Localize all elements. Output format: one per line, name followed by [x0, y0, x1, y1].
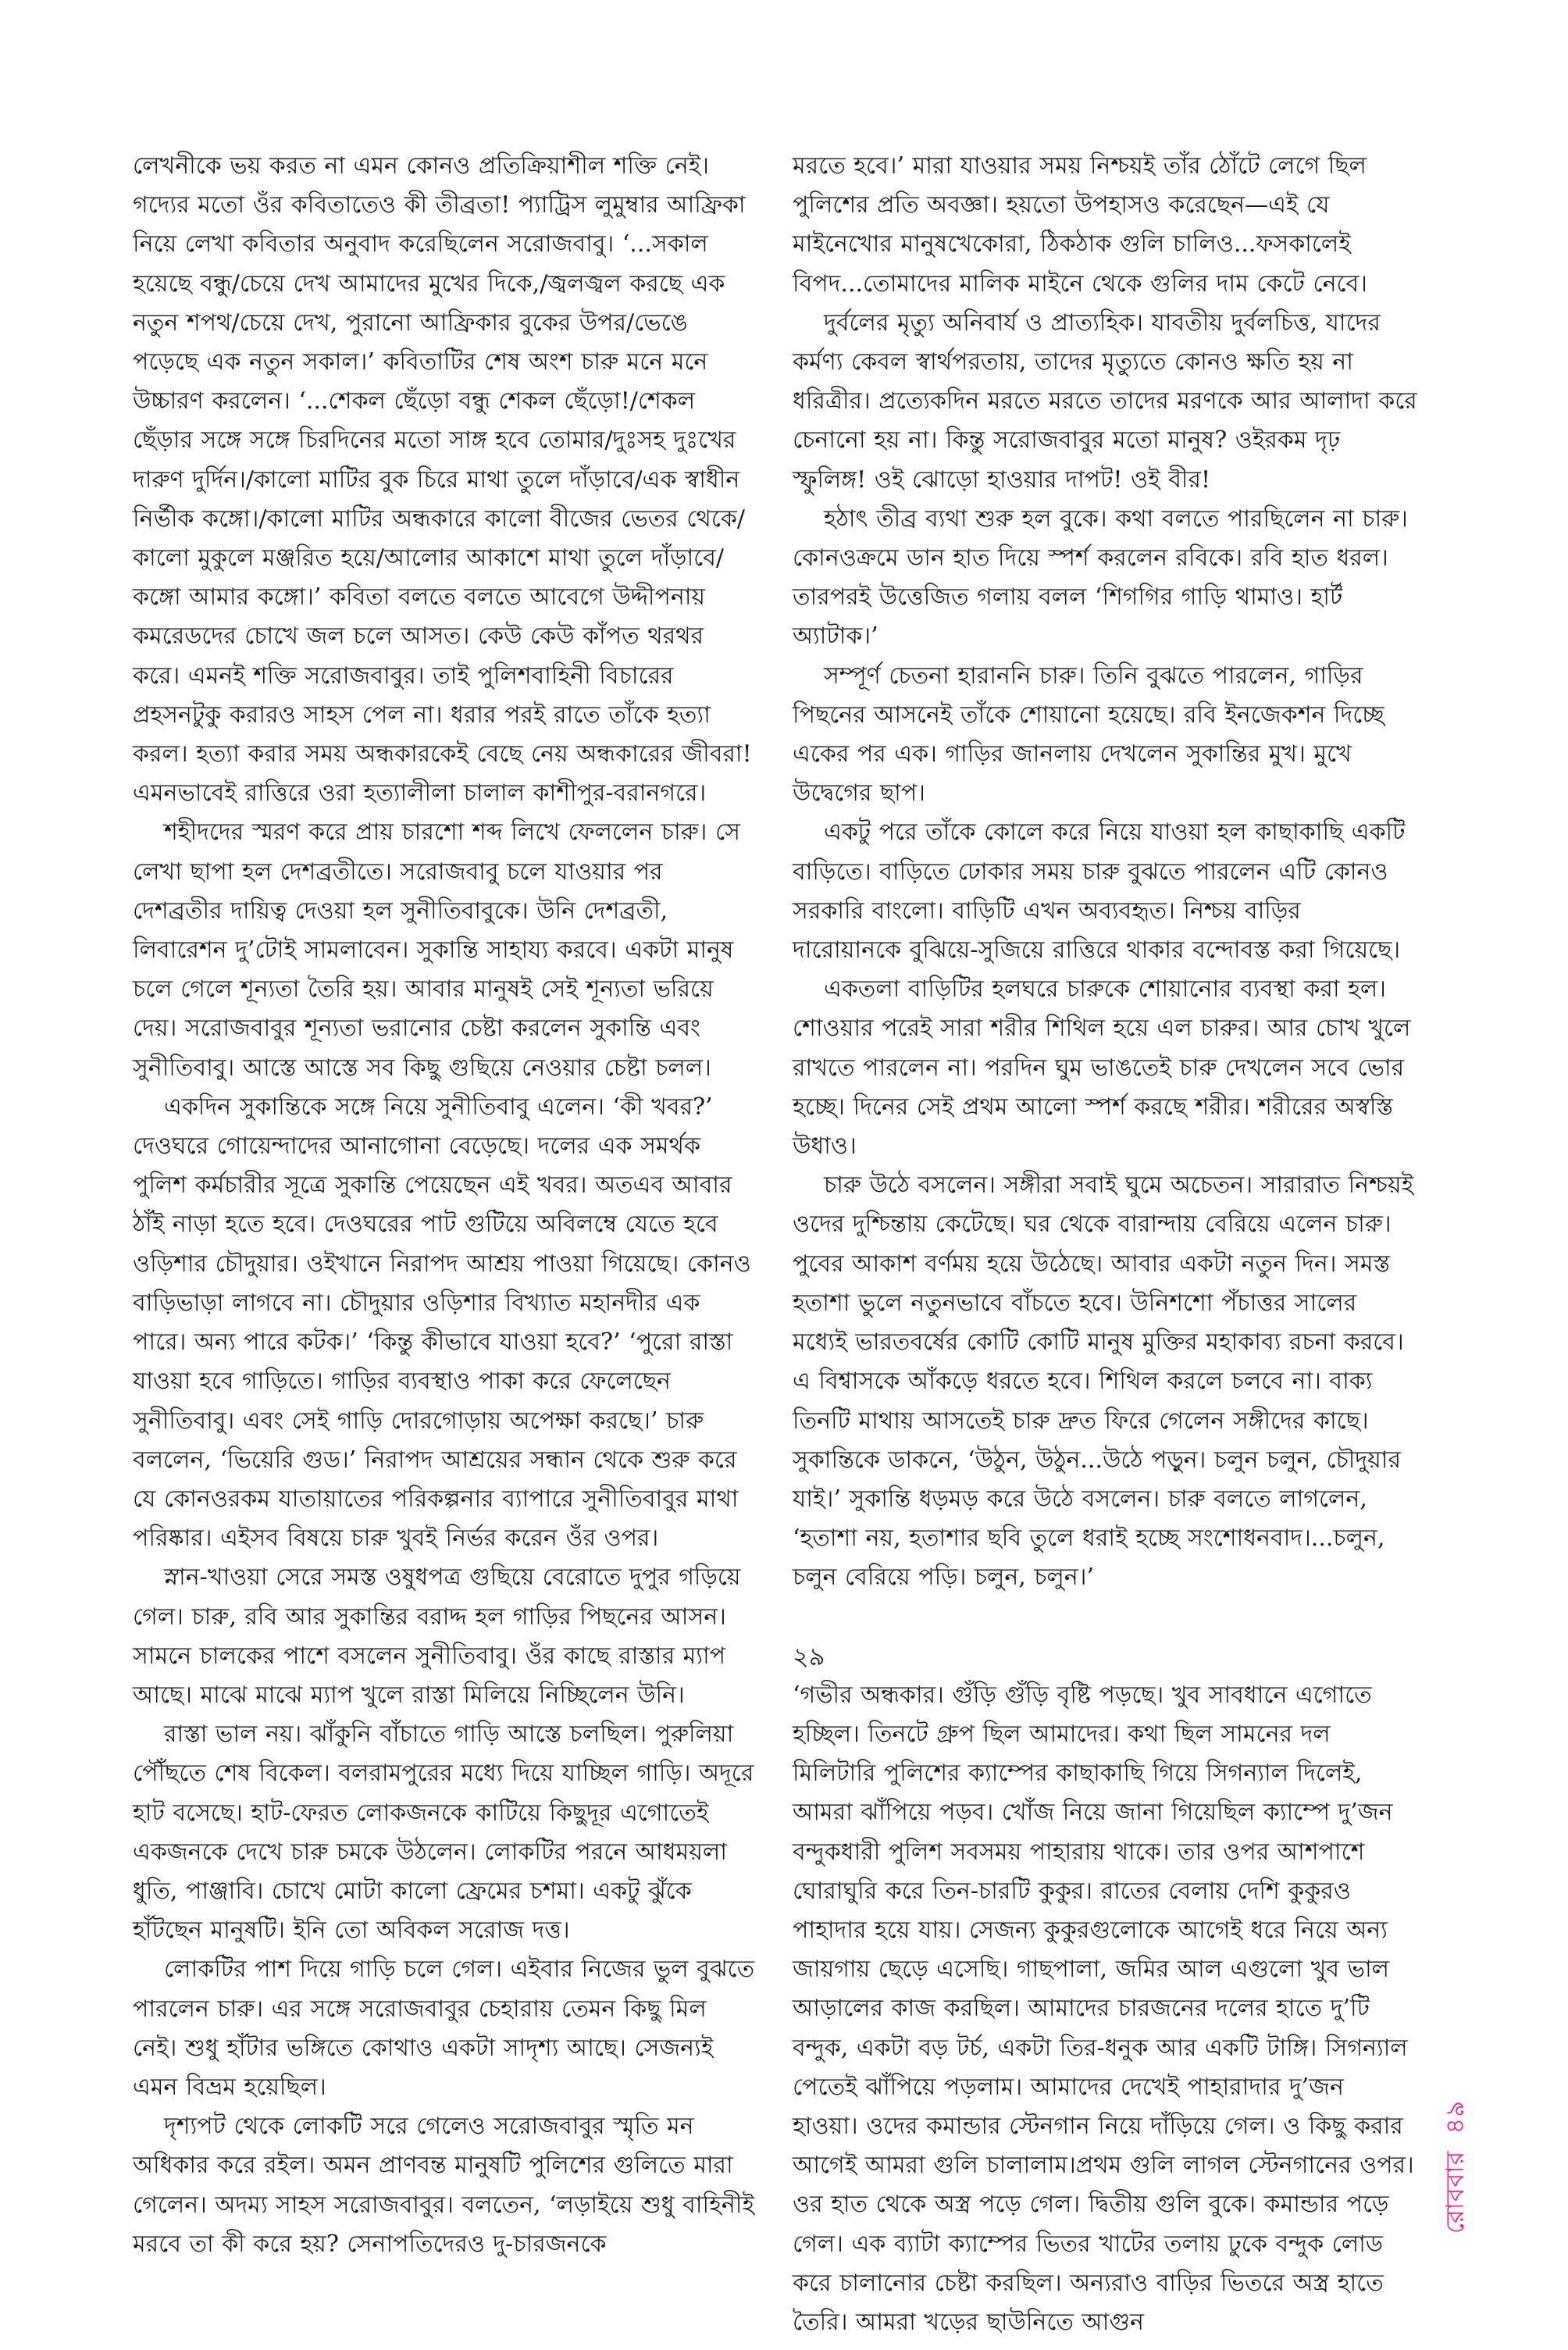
paragraph: দৃশ্যপট থেকে লোকটি সরে গেলেও সরোজবাবুর স্মৃতি মন অধিকার করে রইল। অমন প্রাণবন্ত মানুষটি পুলিশের গুলিতে মারা গেলেন। অদম্য সাহস সরোজবাবুর। বলতেন, ‘লড়াইয়ে শুধু বাহিনীই মরবে তা কী করে হয়? সেনাপতিদেরও দু-চারজনকে [133, 2113, 754, 2258]
paragraph: সম্পূর্ণ চেতনা হারাননি চারু। তিনি বুঝতে পারলেন, গাড়ির পিছনের আসনেই তাঁকে শোয়ানো হয়েছে। রবি ইনজেকশন দিচ্ছে একের পর এক। গাড়ির জানলায় দেখলেন সুকান্তির মুখ। মুখে উদ্বেগের ছাপ। [793, 661, 1384, 808]
left-column [133, 147, 757, 2264]
chapter-opening-paragraph: ‘গভীর অন্ধকার। গুঁড়ি গুঁড়ি বৃষ্টি পড়ছে। খুব সাবধানে এগোতে হচ্ছিল। তিনটে গ্রুপ ছিল আমাদের। কথা ছিল সামনের দল মিলিটারি পুলিশের ক্যাম্পের কাছাকাছি গিয়ে সিগন্যাল দিলেই, আমরা ঝাঁপিয়ে পড়ব। খোঁজ নিয়ে জানা গিয়েছিল ক্যাম্পে দু’জন বন্দুকধারী পুলিশ সবসময় পাহারায় থাকে। তার ওপর আশপাশে ঘোরাঘুরি করে তিন-চারটি কুকুর। রাতের বেলায় দেশি কুকুরও পাহাদার হয়ে যায়। সেজন্য কুকুরগুলোকে আগেই ধরে নিয়ে অন্য জায়গায় ছেড়ে এসেছি। গাছপালা, জমির আল এগুলো খুব ভাল আড়ালের কাজ করছিল। আমাদের চারজনের দলের হাতে দু’টি বন্দুক, একটা বড় টর্চ, একটা তির-ধনুক আর একটি টাঙ্গি। সিগন্যাল পেতেই ঝাঁপিয়ে পড়লাম। আমাদের দেখেই পাহারাদার দু’জন হাওয়া। ওদের কমান্ডার স্টেনগান নিয়ে দাঁড়িয়ে গেল। ও কিছু করার আগেই আমরা গুলি চালালাম।প্রথম গুলি লাগল স্টেনগানের ওপর। ওর হাত থেকে অস্ত্র পড়ে গেল। দ্বিতীয় গুলি বুকে। কমান্ডার পড়ে গেল। এক ব্যাটা ক্যাম্পের ভিতর খাটের তলায় ঢুকে বন্দুক লোড করে চালানোর চেষ্টা করছিল। অন্যরাও বাড়ির ভিতরে অস্ত্র হাতে তৈরি। আমরা খড়ের ছাউনিতে আগুন [793, 1681, 1414, 2336]
paragraph: লোকটির পাশ দিয়ে গাড়ি চলে গেল। এইবার নিজের ভুল বুঝতে পারলেন চারু। এর সঙ্গে সরোজবাবুর চেহারায় তেমন কিছু মিল নেই। শুধু হাঁটার ভঙ্গিতে কোথাও একটা সাদৃশ্য আছে। সেজন্যই এমন বিভ্রম হয়েছিল। [133, 1956, 755, 2101]
paragraph: একটু পরে তাঁকে কোলে করে নিয়ে যাওয়া হল কাছাকাছি একটি বাড়িতে। বাড়িতে ঢোকার সময় চারু বুঝতে পারলেন এটি কোনও সরকারি বাংলো। বাড়িটি এখন অব্যবহৃত। নিশ্চয় বাড়ির দারোয়ানকে বুঝিয়ে-সুজিয়ে রাত্তিরে থাকার বন্দোবস্ত করা গিয়েছে। [793, 818, 1406, 965]
paragraph: একতলা বাড়িটির হলঘরে চারুকে শোয়ানোর ব্যবস্থা করা হল। শোওয়ার পরেই সারা শরীর শিথিল হয়ে এল চারুর। আর চোখ খুলে রাখতে পারলেন না। পরদিন ঘুম ভাঙতেই চারু দেখলেন সবে ভোর হচ্ছে। দিনের সেই প্রথম আলো স্পর্শ করছে শরীর। শরীরের অস্বস্তি উধাও। [793, 975, 1411, 1161]
chapter-number: ২৯ [793, 1641, 825, 1671]
right-column [793, 147, 1417, 2342]
paragraph: দুর্বলের মৃত্যু অনিবার্য ও প্রাত্যহিক। যাবতীয় দুর্বলচিত্ত, যাদের কর্মণ্য কেবল স্বার্থপরতায়, তাদের মৃত্যুতে কোনও ক্ষতি হয় না ধরিত্রীর। প্রত্যেকদিন মরতে মরতে তাদের মরণকে আর আলাদা করে চেনানো হয় না। কিন্তু সরোজবাবুর মতো মানুষ? ওইরকম দৃঢ় স্ফুলিঙ্গ! ওই ঝোড়ো হাওয়ার দাপট! ওই বীর! [793, 308, 1417, 494]
paragraph: মরতে হবে।’ মারা যাওয়ার সময় নিশ্চয়ই তাঁর ঠোঁটে লেগে ছিল পুলিশের প্রতি অবজ্ঞা। হয়তো উপহাসও করেছেন—এই যে মাইনেখোর মানুষখেকোরা, ঠিকঠাক গুলি চালিও...ফসকালেই বিপদ...তোমাদের মালিক মাইনে থেকে গুলির দাম কেটে নেবে। [793, 152, 1367, 298]
paragraph: হঠাৎ তীব্র ব্যথা শুরু হল বুকে। কথা বলতে পারছিলেন না চারু। কোনওক্রমে ডান হাত দিয়ে স্পর্শ করলেন রবিকে। রবি হাত ধরল। তারপরই উত্তেজিত গলায় বলল ‘শিগগির গাড়ি থামাও। হার্ট অ্যাটাক।’ [793, 505, 1408, 651]
page-folio [1435, 2100, 1477, 2234]
paragraph: চারু উঠে বসলেন। সঙ্গীরা সবাই ঘুমে অচেতন। সারারাত নিশ্চয়ই ওদের দুশ্চিন্তায় কেটেছে। ঘর থেকে বারান্দায় বেরিয়ে এলেন চারু। পুবের আকাশ বর্ণময় হয়ে উঠেছে। আবার একটা নতুন দিন। সমস্ত হতাশা ভুলে নতুনভাবে বাঁচতে হবে। উনিশশো পঁচাত্তর সালের মধ্যেই ভারতবর্ষের কোটি কোটি মানুষ মুক্তির মহাকাব্য রচনা করবে। এ বিশ্বাসকে আঁকড়ে ধরতে হবে। শিথিল করলে চলবে না। বাক্য তিনটি মাথায় আসতেই চারু দ্রুত ফিরে গেলেন সঙ্গীদের কাছে। সুকান্তিকে ডাকনে, ‘উঠুন, উঠুন...উঠে পড়ুন। চলুন চলুন, চৌদুয়ার যাই।’ সুকান্তি ধড়মড় করে উঠে বসলেন। চারু বলতে লাগলেন, ‘হতাশা নয়, হতাশার ছবি তুলে ধরাই হচ্ছে সংশোধনবাদ।...চলুন, চলুন বেরিয়ে পড়ি। চলুন, চলুন।’ [793, 1171, 1414, 1592]
magazine-name: রোববার [1440, 2150, 1470, 2234]
paragraph: স্নান-খাওয়া সেরে সমস্ত ওষুধপত্র গুছিয়ে বেরোতে দুপুর গড়িয়ে গেল। চারু, রবি আর সুকান্তির বরাদ্দ হল গাড়ির পিছনের আসন। সামনে চালকের পাশে বসলেন সুনীতিবাবু। ওঁর কাছে রাস্তার ম্যাপ আছে। মাঝে মাঝে ম্যাপ খুলে রাস্তা মিলিয়ে নিচ্ছিলেন উনি। [133, 1564, 741, 1709]
paragraph: রাস্তা ভাল নয়। ঝাঁকুনি বাঁচাতে গাড়ি আস্তে চলছিল। পুরুলিয়া পৌঁছতে শেষ বিকেল। বলরামপুরের মধ্যে দিয়ে যাচ্ছিল গাড়ি। অদূরে হাট বসেছে। হাট-ফেরত লোকজনকে কাটিয়ে কিছুদূর এগোতেই একজনকে দেখে চারু চমকে উঠলেন। লোকটির পরনে আধময়লা ধুতি, পাঞ্জাবি। চোখে মোটা কালো ফ্রেমের চশমা। একটু ঝুঁকে হাঁটছেন মানুষটি। ইনি তো অবিকল সরোজ দত্ত। [133, 1721, 754, 1945]
page-number: ৪৯ [1440, 2099, 1470, 2134]
paragraph: শহীদদের স্মরণ করে প্রায় চারশো শব্দ লিখে ফেললেন চারু। সে লেখা ছাপা হল দেশব্রতীতে। সরোজবাবু চলে যাওয়ার পর দেশব্রতীর দায়িত্ব দেওয়া হল সুনীতিবাবুকে। উনি দেশব্রতী, লিবারেশন দু’টোই সামলাবেন। সুকান্তি সাহায্য করবে। একটা মানুষ চলে গেলে শূন্যতা তৈরি হয়। আবার মানুষই সেই শূন্যতা ভরিয়ে দেয়। সরোজবাবুর শূন্যতা ভরানোর চেষ্টা করলেন সুকান্তি এবং সুনীতিবাবু। আস্তে আস্তে সব কিছু গুছিয়ে নেওয়ার চেষ্টা চলল। [133, 818, 740, 1082]
paragraph: লেখনীকে ভয় করত না এমন কোনও প্রতিক্রিয়াশীল শক্তি নেই। গদ্যের মতো ওঁর কবিতাতেও কী তীব্রতা! প্যাট্রিস লুমুম্বার আফ্রিকা নিয়ে লেখা কবিতার অনুবাদ করেছিলেন সরোজবাবু। ‘...সকাল হয়েছে বন্ধু/চেয়ে দেখ আমাদের মুখের দিকে,/জ্বলজ্বল করছে এক নতুন শপথ/চেয়ে দেখ, পুরানো আফ্রিকার বুকের উপর/ভেঙে পড়েছে এক নতুন সকাল।’ কবিতাটির শেষ অংশ চারু মনে মনে উচ্চারণ করলেন। ‘...শেকল ছেঁড়ো বন্ধু শেকল ছেঁড়ো!/শেকল ছেঁড়ার সঙ্গে সঙ্গে চিরদিনের মতো সাঙ্গ হবে তোমার/দুঃসহ দুঃখের দারুণ দুর্দিন।/কালো মাটির বুক চিরে মাথা তুলে দাঁড়াবে/এক স্বাধীন নির্ভীক কঙ্গো।/কালো মাটির অন্ধকারে কালো বীজের ভেতর থেকে/কালো মুকুলে মঞ্জরিত হয়ে/আলোর আকাশে মাথা তুলে দাঁড়াবে/কঙ্গো আমার কঙ্গো।’ কবিতা বলতে বলতে আবেগে উদ্দীপনায় কমরেডদের চোখে জল চলে আসত। কেউ কেউ কাঁপত থরথর করে। এমনই শক্তি সরোজবাবুর। তাই পুলিশবাহিনী বিচারের প্রহসনটুকু করারও সাহস পেল না। ধরার পরই রাতে তাঁকে হত্যা করল। হত্যা করার সময় অন্ধকারকেই বেছে নেয় অন্ধকারের জীবরা! এমনভাবেই রাত্তিরে ওরা হত্যালীলা চালাল কাশীপুর-বরানগরে। [133, 152, 752, 808]
paragraph: একদিন সুকান্তিকে সঙ্গে নিয়ে সুনীতিবাবু এলেন। ‘কী খবর?’ দেওঘরে গোয়েন্দাদের আনাগোনা বেড়েছে। দলের এক সমর্থক পুলিশ কর্মচারীর সূত্রে সুকান্তি পেয়েছেন এই খবর। অতএব আবার ঠাঁই নাড়া হতে হবে। দেওঘরের পাট গুটিয়ে অবিলম্বে যেতে হবে ওড়িশার চৌদুয়ার। ওইখানে নিরাপদ আশ্রয় পাওয়া গিয়েছে। কোনও বাড়িভাড়া লাগবে না। চৌদুয়ার ওড়িশার বিখ্যাত মহানদীর এক পারে। অন্য পারে কটক।’ ‘কিন্তু কীভাবে যাওয়া হবে?’ ‘পুরো রাস্তা যাওয়া হবে গাড়িতে। গাড়ির ব্যবস্থাও পাকা করে ফেলেছেন সুনীতিবাবু। এবং সেই গাড়ি দোরগোড়ায় অপেক্ষা করছে।’ চারু বললেন, ‘ভিয়েরি গুড।’ নিরাপদ আশ্রয়ের সন্ধান থেকে শুরু করে যে কোনওরকম যাতায়াতের পরিকল্পনার ব্যাপারে সুনীতিবাবুর মাথা পরিষ্কার। এইসব বিষয়ে চারু খুবই নির্ভর করেন ওঁর ওপর। [133, 1093, 751, 1553]
